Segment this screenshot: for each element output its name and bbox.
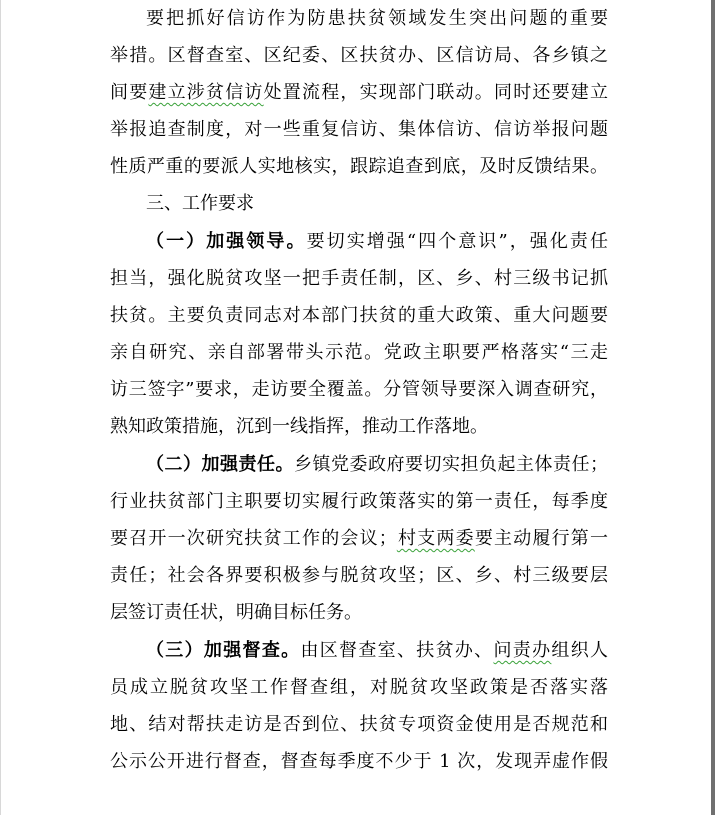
text-run: 要把抓好信访作为防患扶贫领域发生突出问题的重要: [146, 8, 608, 29]
text-run: 地、结对帮扶走访是否到位、扶贫专项资金使用是否规范和: [110, 714, 608, 735]
p2-line-2: [110, 260, 608, 297]
page-left-border: [0, 0, 1, 815]
heading-text: 三、工作要求: [146, 193, 254, 214]
p3-line-1: [146, 446, 608, 483]
p1-line-2: [110, 37, 608, 74]
text-run: 访三签字”要求，走访要全覆盖。分管领导要深入调查研究，: [110, 379, 608, 400]
grammar-flagged-text: 村支两委: [396, 528, 475, 549]
text-run: 公示公开进行督查，督查每季度不少于 1 次，发现弄虚作假: [110, 751, 608, 772]
paragraph-lead: （三）加强督查。: [146, 640, 301, 661]
p3-line-5: [110, 594, 608, 631]
p1-line-4: [110, 111, 608, 148]
section-heading: [146, 185, 608, 222]
paragraph-lead: （一）加强领导。: [146, 231, 307, 252]
text-run: 举措。区督查室、区纪委、区扶贫办、区信访局、各乡镇之: [110, 45, 608, 66]
text-run: 性质严重的要派人实地核实，跟踪追查到底，及时反馈结果。: [110, 156, 608, 177]
text-run: 熟知政策措施，沉到一线指挥，推动工作落地。: [110, 416, 488, 437]
text-run: 由区督查室、扶贫办、: [300, 640, 494, 661]
grammar-flagged-text: 建立涉贫信访: [148, 82, 264, 103]
p2-line-4: [110, 334, 608, 371]
grammar-flagged-text: 问责办: [493, 640, 552, 661]
p4-line-3: [110, 706, 608, 743]
p3-line-2: [110, 483, 608, 520]
text-run: 行业扶贫部门主职要切实履行政策落实的第一责任，每季度: [110, 491, 608, 512]
text-run: 乡镇党委政府要切实担负起主体责任；: [294, 454, 608, 475]
p1-line-1: [146, 0, 608, 37]
p2-line-6: [110, 408, 608, 445]
paragraph-lead: （二）加强责任。: [146, 454, 294, 475]
text-run: 处置流程，实现部门联动。同时还要建立: [263, 82, 608, 103]
p1-line-3: [110, 74, 608, 111]
text-run: 亲自研究、亲自部署带头示范。党政主职要严格落实“三走: [110, 342, 608, 363]
p3-line-3: [110, 520, 608, 557]
text-run: 间要: [110, 82, 149, 103]
window-scroll-edge: [711, 0, 715, 815]
text-run: 要召开一次研究扶贫工作的会议；: [110, 528, 397, 549]
text-run: 要主动履行第一: [474, 528, 608, 549]
p2-line-5: [110, 371, 608, 408]
p4-line-1: [146, 632, 608, 669]
p2-line-3: [110, 297, 608, 334]
text-run: 担当，强化脱贫攻坚一把手责任制，区、乡、村三级书记抓: [110, 268, 608, 289]
p1-line-5: [110, 148, 608, 185]
p3-line-4: [110, 557, 608, 594]
p4-line-2: [110, 669, 608, 706]
text-run: 要切实增强“四个意识”，强化责任: [306, 231, 608, 252]
p2-line-1: [146, 223, 608, 260]
text-run: 责任；社会各界要积极参与脱贫攻坚；区、乡、村三级要层: [110, 565, 608, 586]
p4-line-4: [110, 743, 608, 780]
text-run: 扶贫。主要负责同志对本部门扶贫的重大政策、重大问题要: [110, 305, 608, 326]
text-run: 层签订责任状，明确目标任务。: [110, 602, 362, 623]
text-run: 组织人: [551, 640, 608, 661]
text-run: 举报追查制度，对一些重复信访、集体信访、信访举报问题: [110, 119, 608, 140]
text-run: 员成立脱贫攻坚工作督查组，对脱贫攻坚政策是否落实落: [110, 677, 608, 698]
